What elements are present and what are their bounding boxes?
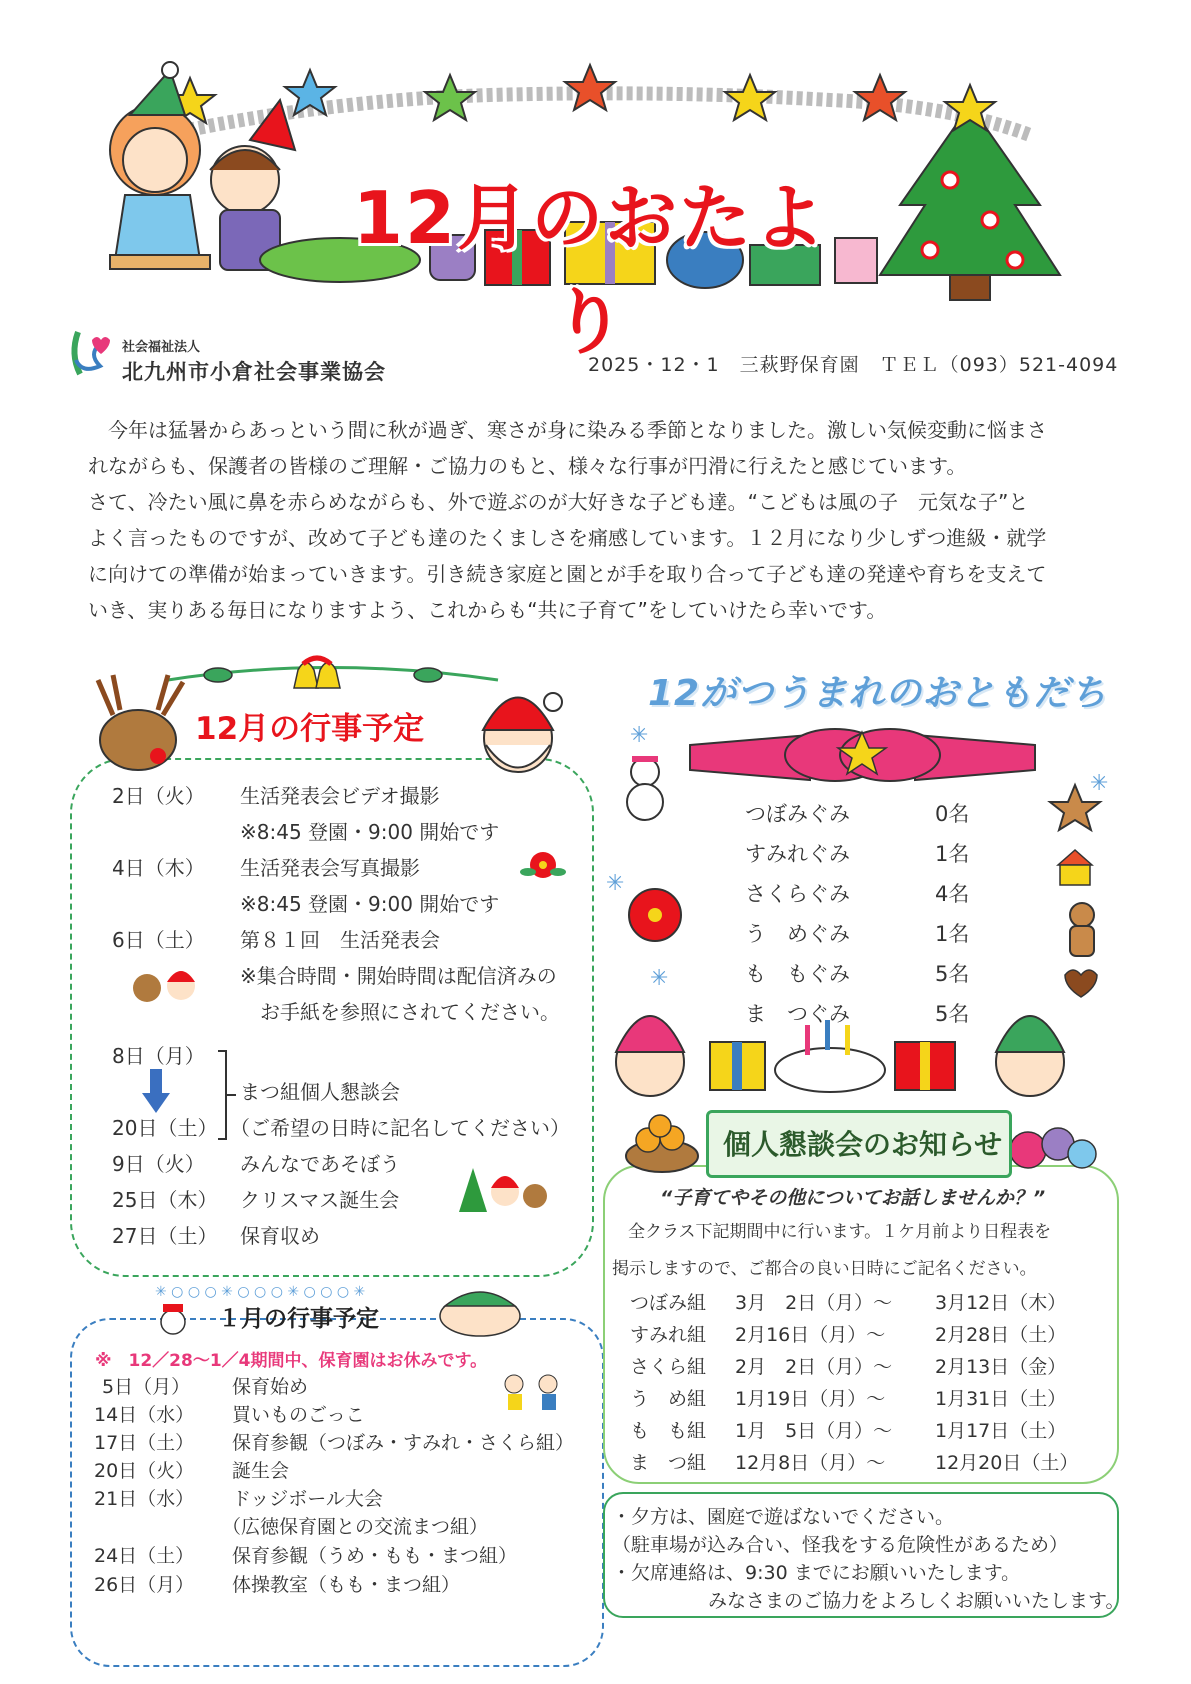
poinsettia-icon	[629, 889, 681, 941]
january-event-row	[94, 1400, 365, 1427]
event-text: まつ組個人懇談会	[240, 1080, 400, 1104]
class-name: も もぐみ	[745, 962, 850, 986]
conference-row	[630, 1288, 1066, 1315]
org-logo-icon	[70, 330, 110, 378]
children-illustration	[110, 62, 295, 270]
event-note: お手紙を参照にされてください。	[240, 1000, 560, 1024]
cookie-house-icon	[1058, 850, 1092, 885]
period-from: 1月19日（月）～	[735, 1388, 886, 1410]
event-date: 26日（月）	[94, 1574, 195, 1596]
event-date: 9日（火）	[112, 1152, 205, 1176]
conference-row	[630, 1352, 1066, 1379]
event-date: 27日（土）	[112, 1224, 218, 1248]
event-text: 生活発表会写真撮影	[240, 856, 420, 880]
january-event-row	[94, 1541, 517, 1568]
yarn-balls-icon	[1008, 1122, 1098, 1174]
note-line: （駐車場が込み合い、怪我をする危険性があるため）	[612, 1534, 1069, 1556]
note-line: みなさまのご協力をよろしくお願いいたします。	[708, 1590, 1125, 1612]
conference-description: 掲示しますので、ご都合の良い日時にご記名ください。	[612, 1259, 1037, 1279]
january-closure-notice: ※ 12／28～1／4期間中、保育園はお休みです。	[95, 1351, 488, 1371]
event-text: みんなであそぼう	[240, 1152, 400, 1176]
event-date: 20日（土）	[112, 1116, 218, 1140]
child-face-icon	[616, 1016, 684, 1096]
date-contact-line: 2025・12・1 三萩野保育園 ＴＥＬ（093）521-4094	[588, 354, 1119, 376]
january-event-row	[94, 1570, 460, 1597]
poinsettia-icon	[520, 848, 566, 882]
class-name: つぼみ組	[630, 1292, 707, 1314]
january-event-row	[94, 1456, 289, 1483]
birthday-frame-decoration	[606, 723, 1115, 1100]
cookie-heart-icon	[1065, 970, 1097, 997]
conference-row	[630, 1448, 1078, 1475]
birthday-heading: 12がつうまれのおともだち	[648, 673, 1108, 714]
svg-text:✳ ○ ○ ○ ✳ ○ ○ ○ ✳ ○ ○ ○ ✳: ✳ ○ ○ ○ ✳ ○ ○ ○ ✳ ○ ○ ○ ✳	[155, 1284, 366, 1300]
birthday-count: 4名	[935, 882, 970, 906]
intro-line: よく言ったものですが、改めて子ども達のたくましさを痛感しています。１２月になり少しずつ進級・就学	[88, 526, 1047, 550]
event-date: 4日（木）	[112, 856, 205, 880]
christmas-characters-icon	[455, 1164, 550, 1219]
child-face-icon	[996, 1016, 1064, 1096]
org-corporation-type: 社会福祉法人	[122, 340, 201, 355]
period-from: 2月16日（月）～	[735, 1324, 886, 1346]
january-heading: １月の行事予定	[218, 1306, 379, 1332]
period-to: 2月28日（土）	[935, 1324, 1067, 1346]
period-from: 1月 5日（月）～	[735, 1420, 893, 1442]
event-text: 誕生会	[232, 1460, 290, 1482]
snowflake-icon: ✳	[1090, 771, 1109, 796]
class-name: も も組	[630, 1420, 707, 1442]
conference-title: 個人懇談会のお知らせ	[723, 1128, 1003, 1161]
birthday-count: 1名	[935, 842, 970, 866]
birthday-count: 5名	[935, 962, 970, 986]
birthday-count: 5名	[935, 1002, 970, 1026]
conference-subtitle: “子育てやその他についてお話しませんか？”	[660, 1187, 1046, 1209]
intro-line: いき、実りある毎日になりますよう、これからも“共に子育て”をしていけたら幸いです。	[88, 598, 887, 622]
birthday-row	[745, 998, 969, 1028]
intro-line: に向けての準備が始まっていきます。引き続き家庭と園とが手を取り合って子ども達の発達や育ちを支えて	[88, 562, 1047, 586]
children-sledding-icon	[440, 1292, 520, 1336]
period-to: 2月13日（金）	[935, 1356, 1067, 1378]
santa-icon	[483, 693, 562, 772]
birthday-row	[745, 918, 969, 948]
conference-row	[630, 1416, 1066, 1443]
note-line: ・夕方は、園庭で遊ばないでください。	[612, 1506, 955, 1528]
event-date: 21日（水）	[94, 1488, 195, 1510]
class-name: ま つぐみ	[745, 1002, 850, 1026]
birthday-cake-icon	[775, 1020, 885, 1092]
birthday-row	[745, 838, 969, 868]
gingerbread-icon	[1070, 903, 1094, 956]
event-date: 25日（木）	[112, 1188, 218, 1212]
period-to: 1月31日（土）	[935, 1388, 1067, 1410]
event-note: ※8:45 登園・9:00 開始です	[240, 892, 500, 916]
snowflake-icon: ✳	[630, 723, 649, 748]
birthday-row	[745, 798, 969, 828]
snowman-icon	[161, 1304, 185, 1334]
event-text: 保育収め	[240, 1224, 320, 1248]
snowflake-icon: ✳	[650, 966, 669, 991]
event-date: 8日（月）	[112, 1044, 205, 1068]
reindeer-icon	[98, 675, 183, 770]
children-playing-icon	[500, 1370, 565, 1415]
gift-box-icon	[895, 1042, 955, 1090]
intro-line: れながらも、保護者の皆様のご理解・ご協力のもと、様々な行事が円滑に行えたと感じています。	[88, 454, 967, 478]
period-from: 3月 2日（月）～	[735, 1292, 893, 1314]
event-date: 6日（土）	[112, 928, 205, 952]
snowman-icon	[627, 756, 663, 820]
gift-box-icon	[710, 1042, 765, 1090]
period-from: 12月8日（月）～	[735, 1452, 886, 1474]
event-note: （広徳保育園との交流まつ組）	[222, 1516, 489, 1538]
class-name: ま つ組	[630, 1452, 707, 1474]
event-text: 保育参観（うめ・もも・まつ組）	[232, 1545, 518, 1567]
january-event-row	[222, 1512, 488, 1539]
event-note: ※8:45 登園・9:00 開始です	[240, 820, 500, 844]
event-text: 保育参観（つぼみ・すみれ・さくら組）	[232, 1432, 575, 1454]
class-name: すみれぐみ	[745, 842, 850, 866]
conference-description: 全クラス下記期間中に行います。１ケ月前より日程表を	[628, 1222, 1052, 1242]
snowflake-icon: ✳	[606, 871, 625, 896]
class-name: う めぐみ	[745, 922, 850, 946]
conference-row	[630, 1384, 1066, 1411]
event-date: 24日（土）	[94, 1545, 195, 1567]
page-title: 12月のおたより	[352, 176, 828, 364]
event-text: 体操教室（もも・まつ組）	[232, 1574, 461, 1596]
class-name: つぼみぐみ	[745, 802, 850, 826]
event-text: 生活発表会ビデオ撮影	[240, 784, 440, 808]
event-text: （ご希望の日時に記名してください）	[230, 1116, 570, 1140]
january-event-row	[102, 1372, 308, 1399]
tangerines-basket-icon	[622, 1112, 702, 1174]
period-from: 2月 2日（月）～	[735, 1356, 893, 1378]
note-line: ・欠席連絡は、9:30 までにお願いいたします。	[612, 1562, 1021, 1584]
birthday-count: 0名	[935, 802, 970, 826]
event-date: 17日（土）	[94, 1432, 195, 1454]
january-event-row	[94, 1428, 574, 1455]
org-name: 北九州市小倉社会事業協会	[122, 360, 386, 384]
january-event-row	[94, 1484, 383, 1511]
class-name: う め組	[630, 1388, 707, 1410]
event-text: 第８１回 生活発表会	[240, 928, 440, 952]
intro-text	[88, 412, 1103, 628]
conference-row	[630, 1320, 1066, 1347]
event-text: 保育始め	[232, 1376, 309, 1398]
bell-icon	[294, 658, 340, 688]
birthday-count: 1名	[935, 922, 970, 946]
event-note: ※集合時間・開始時間は配信済みの	[240, 964, 557, 988]
event-date: 2日（火）	[112, 784, 205, 808]
birthday-row	[745, 958, 969, 988]
class-name: さくら組	[630, 1356, 707, 1378]
period-to: 12月20日（土）	[935, 1452, 1079, 1474]
event-text: 買いものごっこ	[232, 1404, 365, 1426]
date-range-bracket	[140, 1045, 240, 1145]
class-name: さくらぐみ	[745, 882, 850, 906]
event-date: 14日（水）	[94, 1404, 195, 1426]
period-to: 1月17日（土）	[935, 1420, 1067, 1442]
intro-line: 今年は猛暑からあっという間に秋が過ぎ、寒さが身に染みる季節となりました。激しい気候変動に悩まさ	[88, 418, 1047, 442]
december-heading: 12月の行事予定	[195, 711, 425, 747]
santa-reindeer-icon	[125, 960, 205, 1012]
event-date: 20日（火）	[94, 1460, 195, 1482]
birthday-row	[745, 878, 969, 908]
event-text: クリスマス誕生会	[240, 1188, 400, 1212]
arrow-down-icon	[142, 1069, 170, 1113]
period-to: 3月12日（木）	[935, 1292, 1067, 1314]
ribbon-bow-icon	[690, 729, 1035, 781]
event-date: 5日（月）	[102, 1376, 191, 1398]
intro-line: さて、冷たい風に鼻を赤らめながらも、外で遊ぶのが大好きな子ども達。“こどもは風の子 元気な子”と	[88, 490, 1029, 514]
christmas-tree-illustration	[880, 85, 1060, 300]
class-name: すみれ組	[630, 1324, 707, 1346]
event-text: ドッジボール大会	[232, 1488, 383, 1510]
